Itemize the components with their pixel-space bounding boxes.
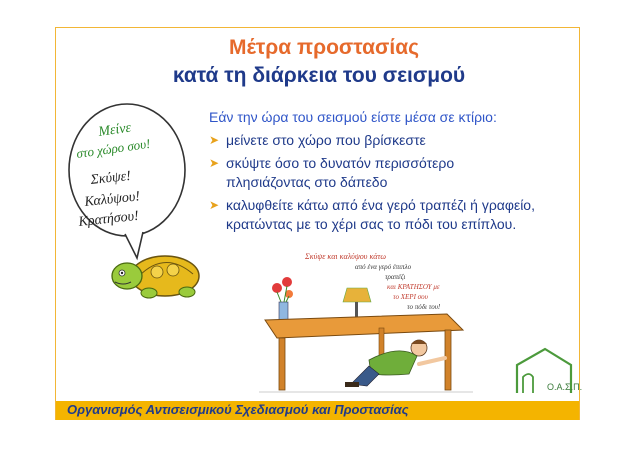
oasp-logo-text: Ο.Α.Σ.Π.: [547, 382, 583, 392]
intro-text: Εάν την ώρα του σεισμού είστε μέσα σε κτίριο:: [209, 109, 497, 125]
caption-line-6: το πόδι του!: [407, 303, 441, 311]
bubble-line-5: Κρατήσου!: [77, 208, 140, 230]
turtle-cartoon: [65, 100, 203, 300]
caption-line-4: και ΚΡΑΤΗΣΟΥ με: [387, 283, 440, 291]
bullet-item: [209, 131, 535, 150]
caption-line-5: το ΧΕΡΙ σου: [393, 293, 428, 301]
bullet-line: καλυφθείτε κάτω από ένα γερό τραπέζι ή γραφείο,: [226, 197, 535, 213]
table-cartoon: [259, 248, 473, 396]
table-leg: [279, 338, 285, 390]
bullet-item: [209, 196, 535, 234]
bullet-line-continued: κρατώντας με το χέρι σας το πόδι του επίπλου.: [226, 216, 517, 232]
caption-line-3: τραπέζι: [385, 273, 406, 281]
arrow-bullet-icon: ➤: [209, 156, 220, 170]
turtle-head: [112, 263, 142, 289]
bubble-line-4: Καλύψου!: [83, 189, 141, 210]
footer-organization-name: Οργανισμός Αντισεισμικού Σχεδιασμού και Προστασίας: [67, 402, 409, 417]
bullet-line-continued: πλησιάζοντας στο δάπεδο: [226, 174, 388, 190]
arrow-bullet-icon: ➤: [209, 133, 220, 147]
speech-bubble-tail: [125, 232, 143, 258]
table-leg: [445, 330, 451, 390]
bullet-item: [209, 154, 535, 192]
bubble-line-1: Μείνε: [97, 120, 133, 140]
bullet-line: μείνετε στο χώρο που βρίσκεστε: [226, 132, 426, 148]
bubble-line-3: Σκύψε!: [89, 168, 132, 188]
arrow-bullet-icon: ➤: [209, 198, 220, 212]
bullet-line: σκύψτε όσο το δυνατόν περισσότερο: [226, 155, 455, 171]
bullet-list: [209, 131, 535, 238]
slide-title: Μέτρα προστασίας: [228, 36, 420, 59]
caption-line-1: Σκύψε και καλύψου κάτω: [305, 252, 387, 261]
bubble-line-2: στο χώρο σου!: [75, 135, 152, 161]
lamp-shade: [343, 288, 371, 302]
caption-line-2: από ένα γερό έπιπλο: [355, 263, 412, 271]
slide-subtitle: κατά τη διάρκεια του σεισμού: [172, 64, 466, 87]
